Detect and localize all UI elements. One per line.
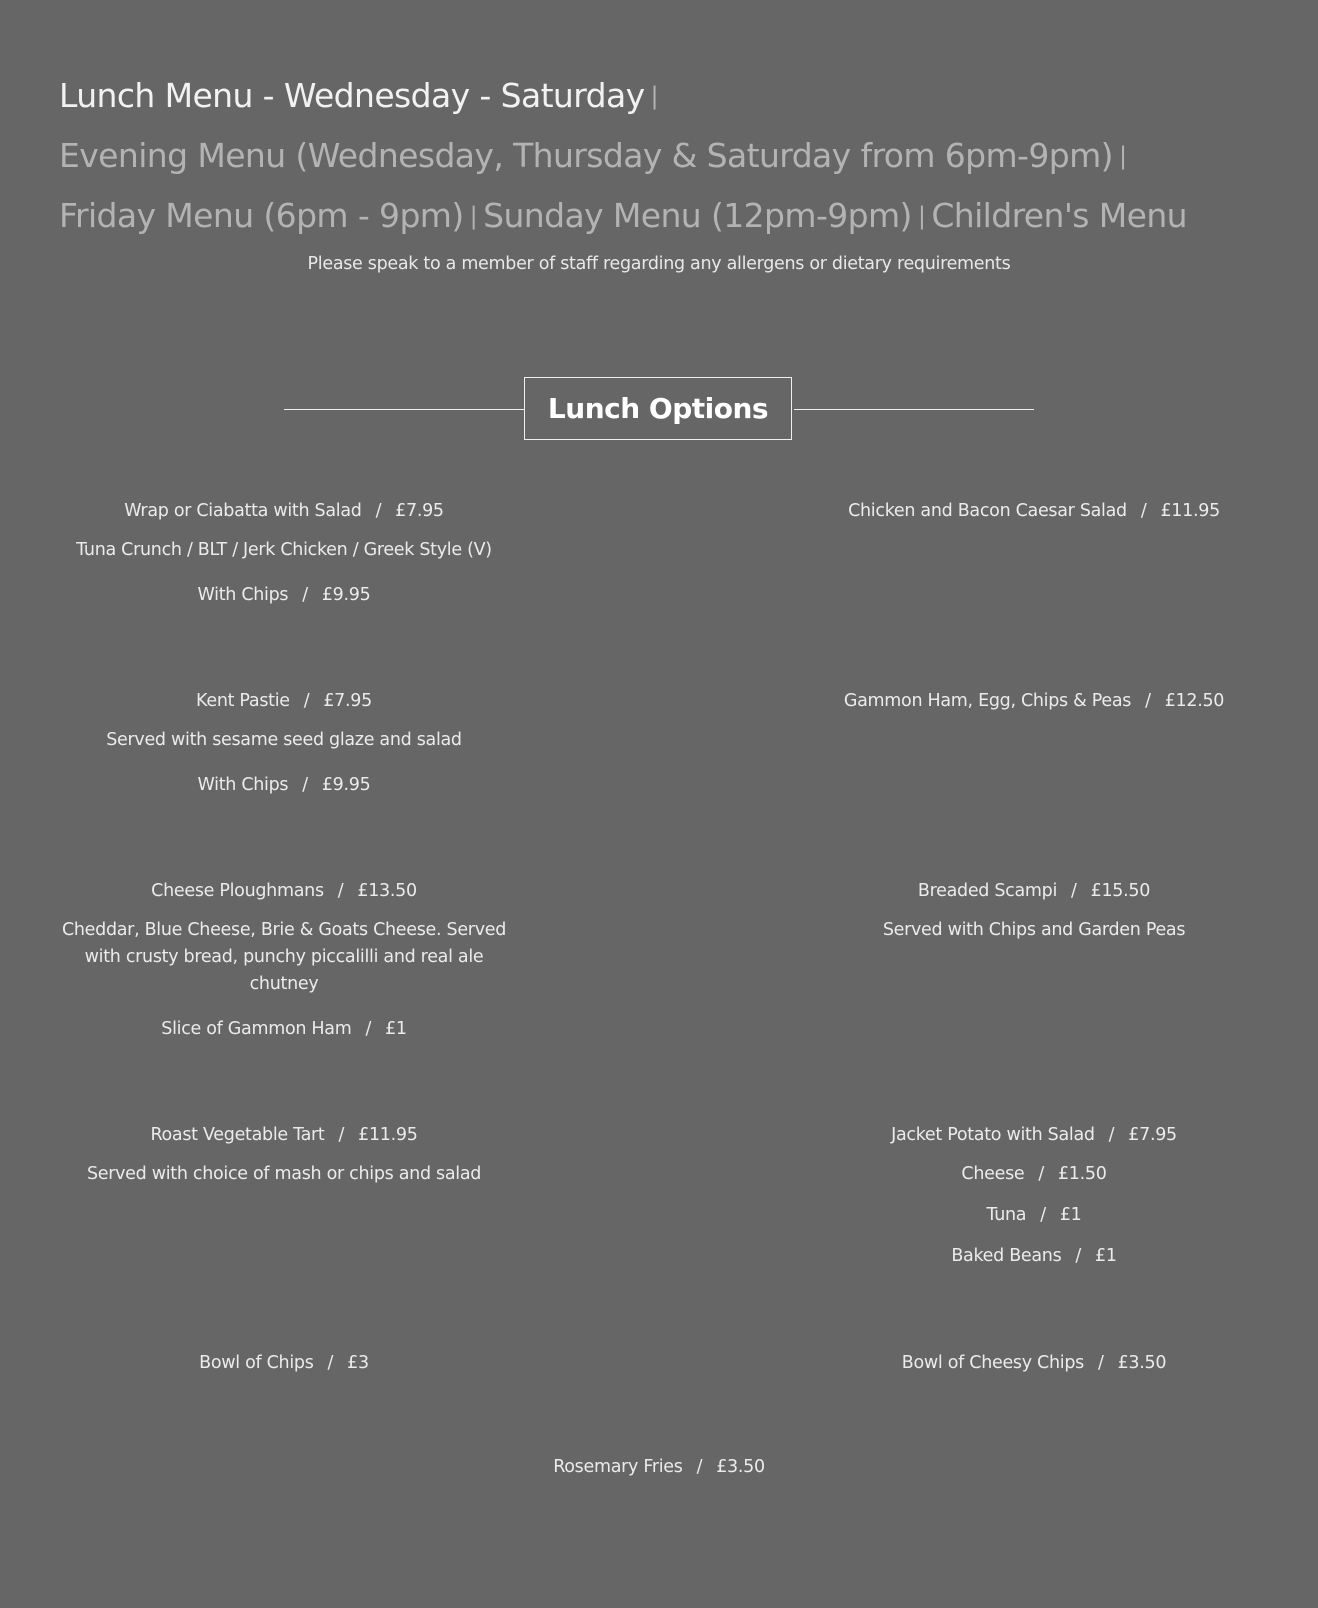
price-separator: / [696, 1457, 703, 1477]
item-name: Breaded Scampi [917, 881, 1058, 901]
price-separator: / [338, 1125, 345, 1145]
item-title-line [59, 498, 509, 525]
nav-link-childrens-menu[interactable]: Children's Menu [931, 196, 1187, 235]
addon-price: £1.50 [1057, 1164, 1107, 1184]
price-separator: / [302, 585, 308, 605]
price-separator: / [327, 1353, 334, 1373]
item-title-line [809, 498, 1259, 525]
item-price: £11.95 [1160, 501, 1220, 521]
price-separator: / [1040, 1205, 1046, 1225]
item-name: Rosemary Fries [553, 1457, 683, 1477]
divider-left [284, 409, 524, 410]
addon-name: Tuna [986, 1205, 1027, 1225]
item-name: Bowl of Cheesy Chips [901, 1353, 1084, 1373]
section-header [284, 377, 1034, 442]
item-description: Cheddar, Blue Cheese, Brie & Goats Cheese. Served with crusty bread, punchy piccalilli and real ale chutney [61, 920, 507, 994]
price-separator: / [1145, 691, 1151, 711]
price-separator: / [1075, 1246, 1082, 1266]
nav-separator: | [1118, 142, 1127, 170]
nav-line-1 [59, 66, 1279, 126]
item-name: Bowl of Chips [199, 1353, 314, 1373]
price-separator: / [375, 501, 382, 521]
price-separator: / [1108, 1125, 1115, 1145]
extra-name: With Chips [197, 775, 289, 795]
item-price: £12.50 [1164, 691, 1225, 711]
menu-item-kent-pastie [59, 688, 509, 811]
item-title-line [59, 1350, 509, 1377]
addon-baked-beans [809, 1243, 1259, 1270]
item-description: Served with choice of mash or chips and salad [86, 1164, 482, 1184]
price-separator: / [302, 775, 308, 795]
addon-tuna [809, 1202, 1259, 1229]
item-description: Served with sesame seed glaze and salad [106, 730, 462, 750]
price-separator: / [365, 1019, 372, 1039]
divider-right [794, 409, 1034, 410]
item-extra-line [59, 582, 509, 609]
item-title-line [809, 1350, 1259, 1377]
item-name: Chicken and Bacon Caesar Salad [848, 501, 1127, 521]
item-price: £7.95 [395, 501, 444, 521]
item-name: Wrap or Ciabatta with Salad [124, 501, 362, 521]
price-separator: / [1038, 1164, 1044, 1184]
nav-separator: | [469, 202, 478, 230]
nav-link-sunday-menu[interactable]: Sunday Menu (12pm-9pm) [483, 196, 912, 235]
menu-navigation [59, 66, 1279, 246]
addon-price: £1 [1095, 1246, 1117, 1266]
price-separator: / [1140, 501, 1147, 521]
item-name: Kent Pastie [196, 691, 290, 711]
item-title-line [59, 878, 509, 905]
menu-item-cheese-ploughmans [59, 878, 509, 1055]
addon-name: Cheese [961, 1164, 1025, 1184]
menu-item-jacket-potato [809, 1122, 1259, 1282]
item-price: £7.95 [1128, 1125, 1177, 1145]
addon-cheese [809, 1161, 1259, 1188]
item-title-line [809, 688, 1259, 715]
item-description: Tuna Crunch / BLT / Jerk Chicken / Greek Style (V) [76, 540, 492, 560]
item-price: £3 [347, 1353, 369, 1373]
price-separator: / [1071, 881, 1077, 901]
allergen-note: Please speak to a member of staff regarding any allergens or dietary requirements [307, 254, 1011, 274]
price-separator: / [337, 881, 344, 901]
item-title-line [59, 1122, 509, 1149]
item-price: £13.50 [357, 881, 417, 901]
item-description: Served with Chips and Garden Peas [882, 920, 1186, 940]
menu-item-roast-vegetable-tart [59, 1122, 509, 1200]
menu-item-breaded-scampi [809, 878, 1259, 956]
section-title: Lunch Options [547, 392, 769, 425]
nav-separator: | [917, 202, 926, 230]
menu-item-wrap-ciabatta [59, 498, 509, 621]
item-price: £3.50 [1117, 1353, 1167, 1373]
addon-name: Baked Beans [951, 1246, 1062, 1266]
item-price: £11.95 [358, 1125, 418, 1145]
item-extra-line [59, 772, 509, 799]
item-title-line [434, 1454, 884, 1481]
addon-price: £1 [1059, 1205, 1082, 1225]
item-price: £15.50 [1090, 881, 1151, 901]
menu-item-rosemary-fries [434, 1454, 884, 1493]
item-price: £7.95 [323, 691, 372, 711]
nav-link-friday-menu[interactable]: Friday Menu (6pm - 9pm) [59, 196, 464, 235]
extra-price: £1 [385, 1019, 407, 1039]
extra-name: Slice of Gammon Ham [161, 1019, 352, 1039]
item-title-line [59, 688, 509, 715]
extra-price: £9.95 [321, 585, 371, 605]
nav-link-evening-menu[interactable]: Evening Menu (Wednesday, Thursday & Saturday from 6pm-9pm) [59, 136, 1113, 175]
menu-item-gammon-ham [809, 688, 1259, 727]
item-name: Gammon Ham, Egg, Chips & Peas [843, 691, 1132, 711]
price-separator: / [303, 691, 310, 711]
price-separator: / [1097, 1353, 1104, 1373]
menu-item-bowl-of-cheesy-chips [809, 1350, 1259, 1389]
item-name: Jacket Potato with Salad [891, 1125, 1095, 1145]
extra-price: £9.95 [321, 775, 371, 795]
item-title-line [809, 878, 1259, 905]
menu-item-caesar-salad [809, 498, 1259, 537]
extra-name: With Chips [197, 585, 289, 605]
item-price: £3.50 [716, 1457, 765, 1477]
nav-line-3 [59, 186, 1279, 246]
item-title-line [809, 1122, 1259, 1149]
section-title-box [524, 377, 792, 440]
item-extra-line [59, 1016, 509, 1043]
nav-line-2 [59, 126, 1279, 186]
nav-separator: | [650, 82, 659, 110]
item-name: Cheese Ploughmans [151, 881, 324, 901]
item-name: Roast Vegetable Tart [150, 1125, 325, 1145]
nav-link-lunch-menu[interactable]: Lunch Menu - Wednesday - Saturday [59, 76, 645, 115]
menu-item-bowl-of-chips [59, 1350, 509, 1389]
